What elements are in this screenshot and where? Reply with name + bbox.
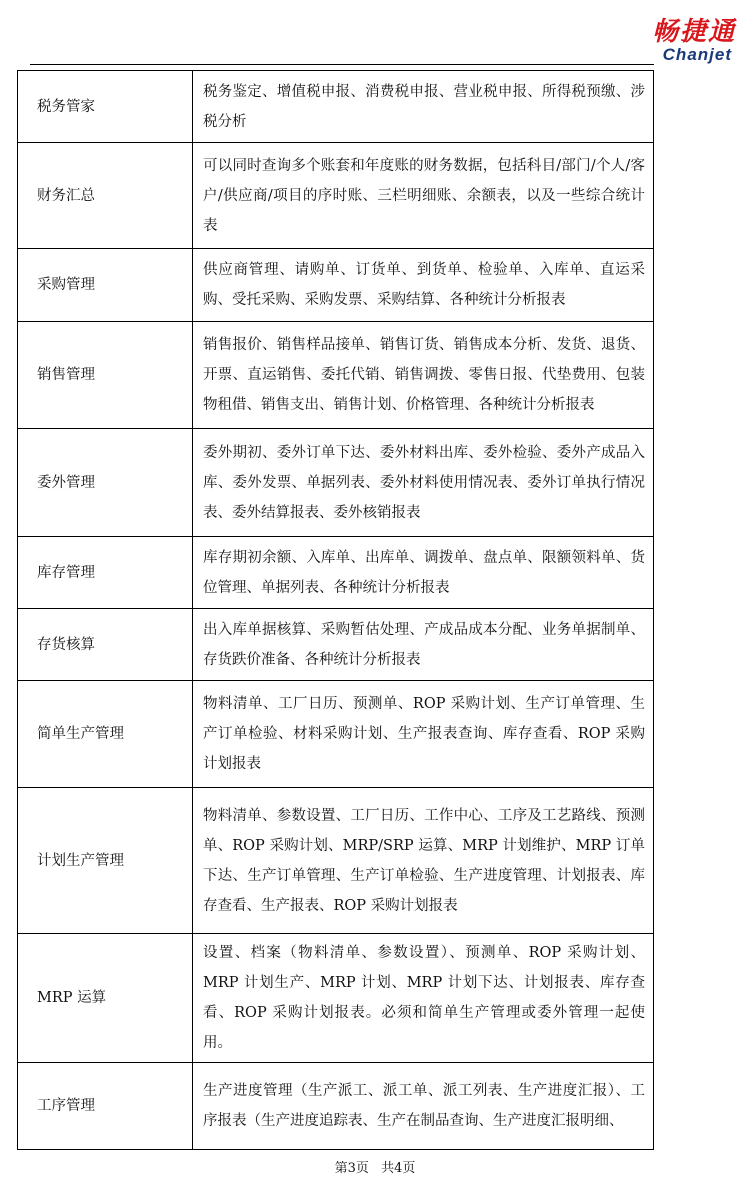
module-name: 库存管理 xyxy=(18,537,193,609)
module-name: 销售管理 xyxy=(18,322,193,429)
chanjet-logo xyxy=(616,18,736,64)
table-row xyxy=(18,143,654,249)
table-row xyxy=(18,71,654,143)
page-number: 第3页 xyxy=(334,1161,369,1176)
table-row xyxy=(18,429,654,537)
table-row xyxy=(18,1063,654,1150)
module-description: 物料清单、参数设置、工厂日历、工作中心、工序及工艺路线、预测单、ROP 采购计划、MRP/SRP 运算、MRP 计划维护、MRP 订单下达、生产订单管理、生产订单检验、生产进度管理、计划报表、库存查看、生产报表、ROP 采购计划报表 xyxy=(193,788,654,934)
module-name: MRP 运算 xyxy=(18,934,193,1063)
module-description: 库存期初余额、入库单、出库单、调拨单、盘点单、限额领料单、货位管理、单据列表、各种统计分析报表 xyxy=(193,537,654,609)
module-name: 存货核算 xyxy=(18,609,193,681)
module-description: 出入库单据核算、采购暂估处理、产成品成本分配、业务单据制单、存货跌价准备、各种统计分析报表 xyxy=(193,609,654,681)
table-row xyxy=(18,934,654,1063)
table-row xyxy=(18,788,654,934)
module-description: 委外期初、委外订单下达、委外材料出库、委外检验、委外产成品入库、委外发票、单据列表、委外材料使用情况表、委外订单执行情况表、委外结算报表、委外核销报表 xyxy=(193,429,654,537)
header-divider xyxy=(30,64,654,65)
module-name: 工序管理 xyxy=(18,1063,193,1150)
module-description: 生产进度管理（生产派工、派工单、派工列表、生产进度汇报）、工序报表（生产进度追踪表、生产在制品查询、生产进度汇报明细、 xyxy=(193,1063,654,1150)
page-total: 共4页 xyxy=(381,1161,416,1176)
module-name: 采购管理 xyxy=(18,249,193,322)
module-description: 可以同时查询多个账套和年度账的财务数据，包括科目/部门/个人/客户/供应商/项目的序时账、三栏明细账、余额表，以及一些综合统计表 xyxy=(193,143,654,249)
page-footer xyxy=(0,1157,750,1176)
module-name: 计划生产管理 xyxy=(18,788,193,934)
logo-chinese-text: 畅捷通 xyxy=(651,17,736,47)
module-name: 简单生产管理 xyxy=(18,681,193,788)
module-description: 销售报价、销售样品接单、销售订货、销售成本分析、发货、退货、开票、直运销售、委托代销、销售调拨、零售日报、代垫费用、包装物租借、销售支出、销售计划、价格管理、各种统计分析报表 xyxy=(193,322,654,429)
table-row xyxy=(18,681,654,788)
module-description: 物料清单、工厂日历、预测单、ROP 采购计划、生产订单管理、生产订单检验、材料采购计划、生产报表查询、库存查看、ROP 采购计划报表 xyxy=(193,681,654,788)
table-row xyxy=(18,249,654,322)
table-row xyxy=(18,537,654,609)
logo-english-text: Chanjet xyxy=(662,45,732,64)
module-table xyxy=(17,70,654,1150)
module-name: 税务管家 xyxy=(18,71,193,143)
module-description: 税务鉴定、增值税申报、消费税申报、营业税申报、所得税预缴、涉税分析 xyxy=(193,71,654,143)
table-row xyxy=(18,322,654,429)
module-name: 委外管理 xyxy=(18,429,193,537)
module-description: 设置、档案（物料清单、参数设置）、预测单、ROP 采购计划、MRP 计划生产、MRP 计划、MRP 计划下达、计划报表、库存查看、ROP 采购计划报表。必须和简单生产管理或委外管理一起使用。 xyxy=(193,934,654,1063)
module-name: 财务汇总 xyxy=(18,143,193,249)
table-row xyxy=(18,609,654,681)
module-description: 供应商管理、请购单、订货单、到货单、检验单、入库单、直运采购、受托采购、采购发票、采购结算、各种统计分析报表 xyxy=(193,249,654,322)
